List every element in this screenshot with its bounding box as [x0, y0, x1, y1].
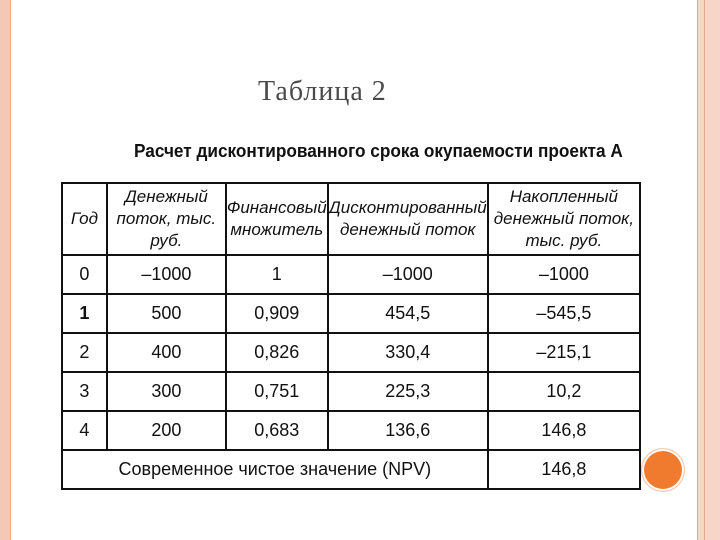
- cell-discounted-flow: 225,3: [328, 372, 488, 411]
- header-year: Год: [62, 183, 107, 255]
- cell-cash-flow: 200: [107, 411, 226, 450]
- cell-cumulative-flow: 10,2: [488, 372, 640, 411]
- cell-cumulative-flow: 146,8: [488, 411, 640, 450]
- cell-discount-factor: 0,909: [226, 294, 328, 333]
- header-cash-flow: Денежный поток, тыс. руб.: [107, 183, 226, 255]
- table-row: [62, 372, 640, 411]
- npv-value: 146,8: [488, 450, 640, 489]
- table-row: [62, 255, 640, 294]
- cell-cash-flow: 500: [107, 294, 226, 333]
- accent-circle: [642, 449, 684, 491]
- slide-right-border: [697, 0, 720, 540]
- table-header-row: [62, 183, 640, 255]
- table-row: [62, 294, 640, 333]
- cell-discounted-flow: 330,4: [328, 333, 488, 372]
- cell-year: 4: [62, 411, 107, 450]
- cell-cash-flow: 400: [107, 333, 226, 372]
- cell-discount-factor: 0,826: [226, 333, 328, 372]
- table-row: [62, 411, 640, 450]
- cell-year: 2: [62, 333, 107, 372]
- header-discounted-flow: Дисконтированный денежный поток: [328, 183, 488, 255]
- cell-discounted-flow: 454,5: [328, 294, 488, 333]
- cell-cumulative-flow: –1000: [488, 255, 640, 294]
- cell-cumulative-flow: –545,5: [488, 294, 640, 333]
- cell-cumulative-flow: –215,1: [488, 333, 640, 372]
- table-total-row: [62, 450, 640, 489]
- cell-discount-factor: 0,751: [226, 372, 328, 411]
- cell-discount-factor: 1: [226, 255, 328, 294]
- payback-table: [61, 182, 641, 490]
- slide-title: Таблица 2: [258, 76, 387, 107]
- cell-discount-factor: 0,683: [226, 411, 328, 450]
- cell-cash-flow: 300: [107, 372, 226, 411]
- slide-left-border: [0, 0, 10, 540]
- cell-discounted-flow: –1000: [328, 255, 488, 294]
- table-row: [62, 333, 640, 372]
- cell-year: 3: [62, 372, 107, 411]
- table-caption: Расчет дисконтированного срока окупаемости проекта А: [134, 140, 623, 161]
- header-discount-factor: Финансовый множитель: [226, 183, 328, 255]
- cell-year: 1: [62, 294, 107, 333]
- cell-discounted-flow: 136,6: [328, 411, 488, 450]
- header-cumulative-flow: Накопленный денежный поток, тыс. руб.: [488, 183, 640, 255]
- npv-label: Современное чистое значение (NPV): [62, 450, 488, 489]
- cell-year: 0: [62, 255, 107, 294]
- cell-cash-flow: –1000: [107, 255, 226, 294]
